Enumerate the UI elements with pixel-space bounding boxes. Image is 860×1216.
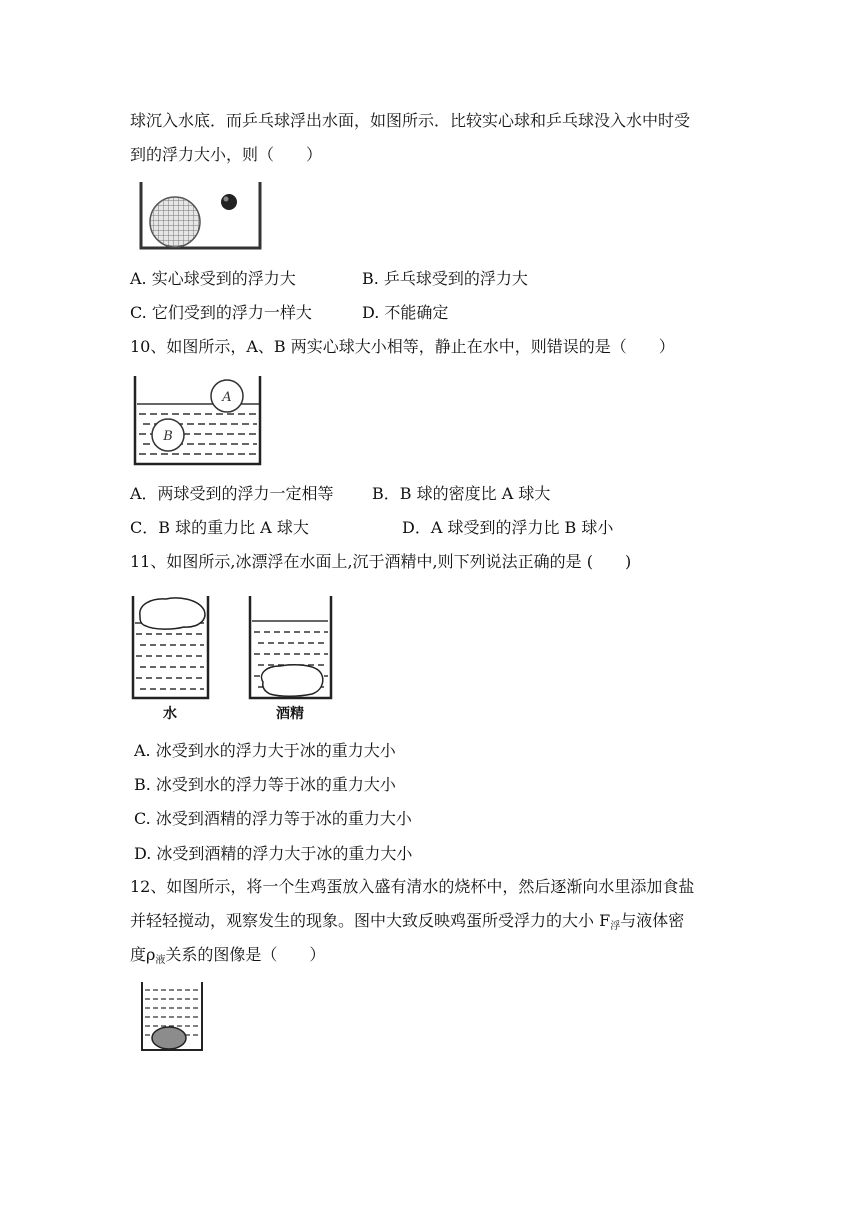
q9-option-d: D. 不能确定 [362,303,449,322]
q12-subscript-buoyancy: 浮 [610,921,621,932]
q12-line3-text: 度ρ [130,945,156,964]
q12-stem-line1: 12、如图所示，将一个生鸡蛋放入盛有清水的烧杯中，然后逐渐向水里添加食盐 [130,877,695,896]
label-alcohol: 酒精 [276,706,304,722]
q9-option-a: A. 实心球受到的浮力大 [130,269,296,288]
ball-b-label: B [163,429,173,444]
q9-option-b: B. 乒乓球受到的浮力大 [362,269,528,288]
q12-stem-line3 [130,944,325,972]
q12-line3-tail: 关系的图像是（ ） [165,945,326,964]
q10-stem: 10、如图所示，A、B 两实心球大小相等，静止在水中，则错误的是（ ） [130,337,675,356]
egg [152,1027,186,1049]
q12-figure-beaker [138,980,206,1056]
q11-option-a: A. 冰受到水的浮力大于冰的重力大小 [134,741,396,760]
q9-stem-line2: 到的浮力大小，则（ ） [130,145,323,164]
q11-stem: 11、如图所示,冰漂浮在水面上,沉于酒精中,则下列说法正确的是 ( ) [130,552,632,571]
sunken-ice [262,665,323,696]
ping-pong-ball [221,194,237,210]
q10-option-a: A．两球受到的浮力一定相等 [130,484,334,503]
q10-option-c: C．B 球的重力比 A 球大 [130,518,309,537]
q9-option-c: C. 它们受到的浮力一样大 [130,303,312,322]
q10-option-d: D．A 球受到的浮力比 B 球小 [402,518,614,537]
q12-line2-text: 并轻轻搅动，观察发生的现象。图中大致反映鸡蛋所受浮力的大小 F [130,911,611,930]
q11-option-d: D. 冰受到酒精的浮力大于冰的重力大小 [134,844,413,863]
q10-figure-beaker [131,374,265,468]
q10-option-b: B．B 球的密度比 A 球大 [372,484,551,503]
q9-stem-line1: 球沉入水底．而乒乓球浮出水面，如图所示．比较实心球和乒乓球没入水中时受 [130,111,691,130]
q12-subscript-liquid: 液 [155,955,166,966]
ball-a-label: A [222,390,232,405]
solid-ball [150,197,200,247]
q12-line2-tail: 与液体密 [620,911,685,930]
q11-option-c: C. 冰受到酒精的浮力等于冰的重力大小 [134,809,412,828]
q11-option-b: B. 冰受到水的浮力等于冰的重力大小 [134,775,396,794]
floating-ice [140,598,205,629]
q12-stem-line2 [130,910,684,938]
q9-figure-container [138,180,264,252]
q11-figure [128,590,338,724]
label-water: 水 [163,706,177,722]
